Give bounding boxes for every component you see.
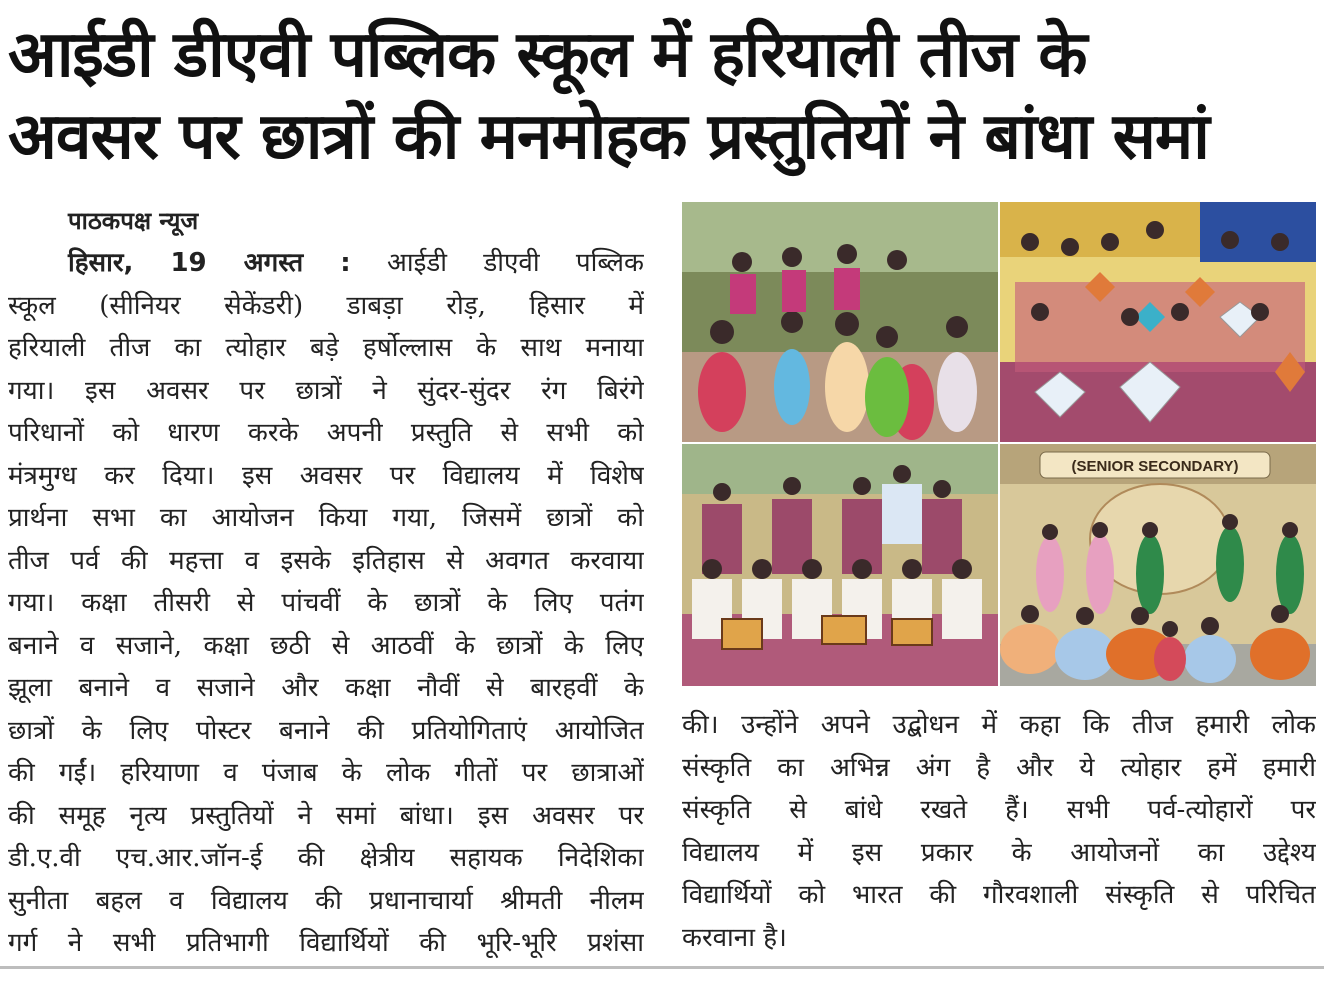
article-line: मंत्रमुग्ध कर दिया। इस अवसर पर विद्यालय में विशेष [8, 460, 644, 491]
article-line: संस्कृति से बांधे रखते हैं। सभी पर्व-त्योहारों पर [682, 795, 1316, 825]
dateline: हिसार, 19 अगस्त : [68, 248, 351, 278]
headline-line-2: अवसर पर छात्रों की मनमोहक प्रस्तुतियों ने बांधा समां [8, 100, 1209, 174]
article-line: बनाने व सजाने, कक्षा छठी से आठवीं के छात्रों के लिए [8, 630, 644, 661]
school-banner-text: (SENIOR SECONDARY) [1071, 458, 1239, 475]
article-line: की समूह नृत्य प्रस्तुतियों ने समां बांधा। इस अवसर पर [8, 800, 644, 831]
article-line: डी.ए.वी एच.आर.जॉन-ई की क्षेत्रीय सहायक निदेशिका [8, 843, 644, 873]
article-line: संस्कृति का अभिन्न अंग है और ये त्योहार हमें हमारी [682, 752, 1316, 783]
article-line: तीज पर्व की महत्ता व इसके इतिहास से अवगत करवाया [8, 545, 644, 576]
article-line: प्रार्थना सभा का आयोजन किया गया, जिसमें छात्रों को [8, 503, 644, 533]
article-left-column [8, 200, 644, 965]
article-line: स्कूल (सीनियर सेकेंडरी) डाबड़ा रोड़, हिसार में [8, 290, 644, 321]
article-line: हरियाली तीज का त्योहार बड़े हर्षोल्लास के साथ मनाया [8, 333, 644, 363]
byline: पाठकपक्ष न्यूज [68, 207, 199, 235]
photo-teej-dress-girls [682, 202, 998, 442]
photo-kite-making [1000, 202, 1316, 442]
bottom-divider [0, 966, 1324, 969]
article-line: विद्यार्थियों को भारत की गौरवशाली संस्कृति से परिचित [682, 880, 1316, 910]
article-line: सुनीता बहल व विद्यालय की प्रधानाचार्या श्रीमती नीलम [8, 885, 644, 916]
article-right-column [682, 704, 1316, 959]
headline-line-1: आईडी डीएवी पब्लिक स्कूल में हरियाली तीज के [8, 18, 1087, 92]
article-line: छात्रों के लिए पोस्टर बनाने की प्रतियोगिताएं आयोजित [8, 715, 644, 746]
photo-swing-making [682, 444, 998, 686]
article-line [8, 242, 644, 285]
article-line: की। उन्होंने अपने उद्बोधन में कहा कि तीज हमारी लोक [682, 710, 1316, 740]
article-line-text: आईडी डीएवी पब्लिक [350, 248, 644, 278]
article-line: गया। कक्षा तीसरी से पांचवीं के छात्रों के लिए पतंग [8, 588, 644, 618]
article-line: गया। इस अवसर पर छात्रों ने सुंदर-सुंदर रंग बिरंगे [8, 375, 644, 406]
article-line: परिधानों को धारण करके अपनी प्रस्तुति से सभी को [8, 418, 644, 448]
article-line: झूला बनाने व सजाने और कक्षा नौवीं से बारहवीं के [8, 673, 644, 703]
article-line: गर्ग ने सभी प्रतिभागी विद्यार्थियों की भूरि-भूरि प्रशंसा [8, 928, 644, 958]
article-line: विद्यालय में इस प्रकार के आयोजनों का उद्देश्य [682, 837, 1316, 868]
article-line: करवाना है। [682, 922, 787, 953]
article-line: की गईं। हरियाणा व पंजाब के लोक गीतों पर छात्राओं [8, 758, 644, 788]
photo-group-dance [1000, 444, 1316, 686]
photo-collage [682, 202, 1316, 686]
headline [8, 14, 1316, 178]
